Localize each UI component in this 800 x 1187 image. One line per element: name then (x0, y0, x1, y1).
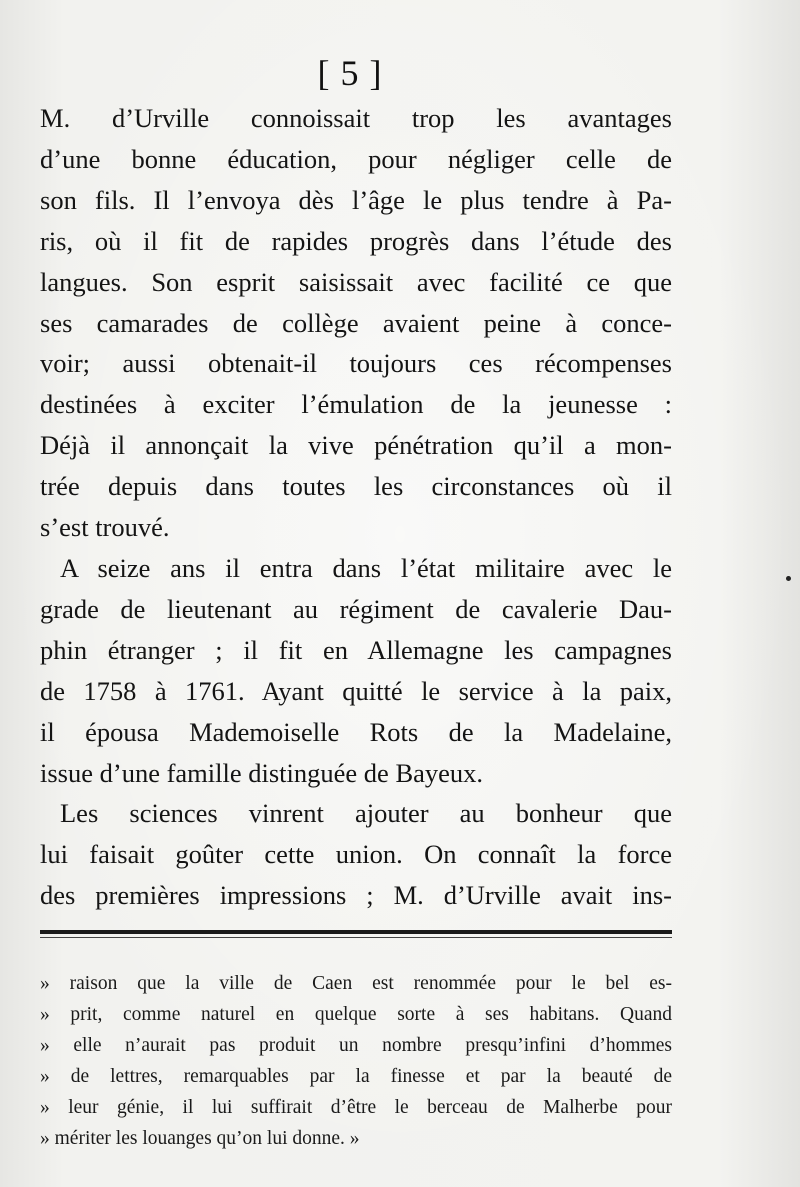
text-line: de 1758 à 1761. Ayant quitté le service à la paix, (40, 675, 672, 706)
text-line: voir; aussi obtenait-il toujours ces récompenses (40, 348, 672, 379)
text-line: ses camarades de collège avaient peine à conce- (40, 307, 672, 338)
ink-speck (786, 576, 791, 581)
footnote-line: » prit, comme naturel en quelque sorte à ses habitans. Quand (40, 1004, 672, 1025)
text-line: ris, où il fit de rapides progrès dans l’étude des (40, 225, 672, 256)
text-line: langues. Son esprit saisissait avec facilité ce que (40, 266, 672, 297)
footnote-rule-thin (40, 937, 672, 938)
text-line: il épousa Mademoiselle Rots de la Madelaine, (40, 716, 672, 747)
text-line: issue d’une famille distinguée de Bayeux. (40, 757, 484, 788)
text-line: Les sciences vinrent ajouter au bonheur que (60, 798, 672, 829)
page-number: [ 5 ] (317, 53, 383, 93)
footnote-line: » raison que la ville de Caen est renommée pour le bel es- (40, 973, 672, 994)
footnote-line: » leur génie, il lui suffirait d’être le berceau de Malherbe pour (40, 1097, 672, 1118)
text-line: A seize ans il entra dans l’état militaire avec le (60, 552, 672, 583)
text-line: son fils. Il l’envoya dès l’âge le plus tendre à Pa- (40, 184, 672, 215)
footnote-line: » de lettres, remarquables par la finesse et par la beauté de (40, 1066, 672, 1087)
footnote-line: » elle n’aurait pas produit un nombre presqu’infini d’hommes (40, 1035, 672, 1056)
text-line: Déjà il annonçait la vive pénétration qu’il a mon- (40, 430, 672, 461)
paragraph-2 (40, 548, 672, 793)
text-line: lui faisait goûter cette union. On connaît la force (40, 839, 672, 870)
text-line: phin étranger ; il fit en Allemagne les campagnes (40, 634, 672, 665)
footnote-rule (40, 930, 672, 934)
text-line: M. d’Urville connoissait trop les avantages (40, 103, 672, 133)
text-line: trée depuis dans toutes les circonstances où il (40, 471, 672, 502)
footnote (40, 968, 672, 1154)
text-line: grade de lieutenant au régiment de cavalerie Dau- (40, 593, 672, 624)
paragraph-3 (40, 793, 672, 916)
text-line: d’une bonne éducation, pour négliger celle de (40, 143, 672, 174)
main-text (40, 98, 672, 916)
text-line: destinées à exciter l’émulation de la jeunesse : (40, 389, 672, 420)
footnote-line: » mériter les louanges qu’on lui donne. » (40, 1128, 360, 1149)
paragraph-1 (40, 98, 672, 548)
text-line: s’est trouvé. (40, 512, 170, 543)
text-line: des premières impressions ; M. d’Urville avait ins- (40, 880, 672, 911)
